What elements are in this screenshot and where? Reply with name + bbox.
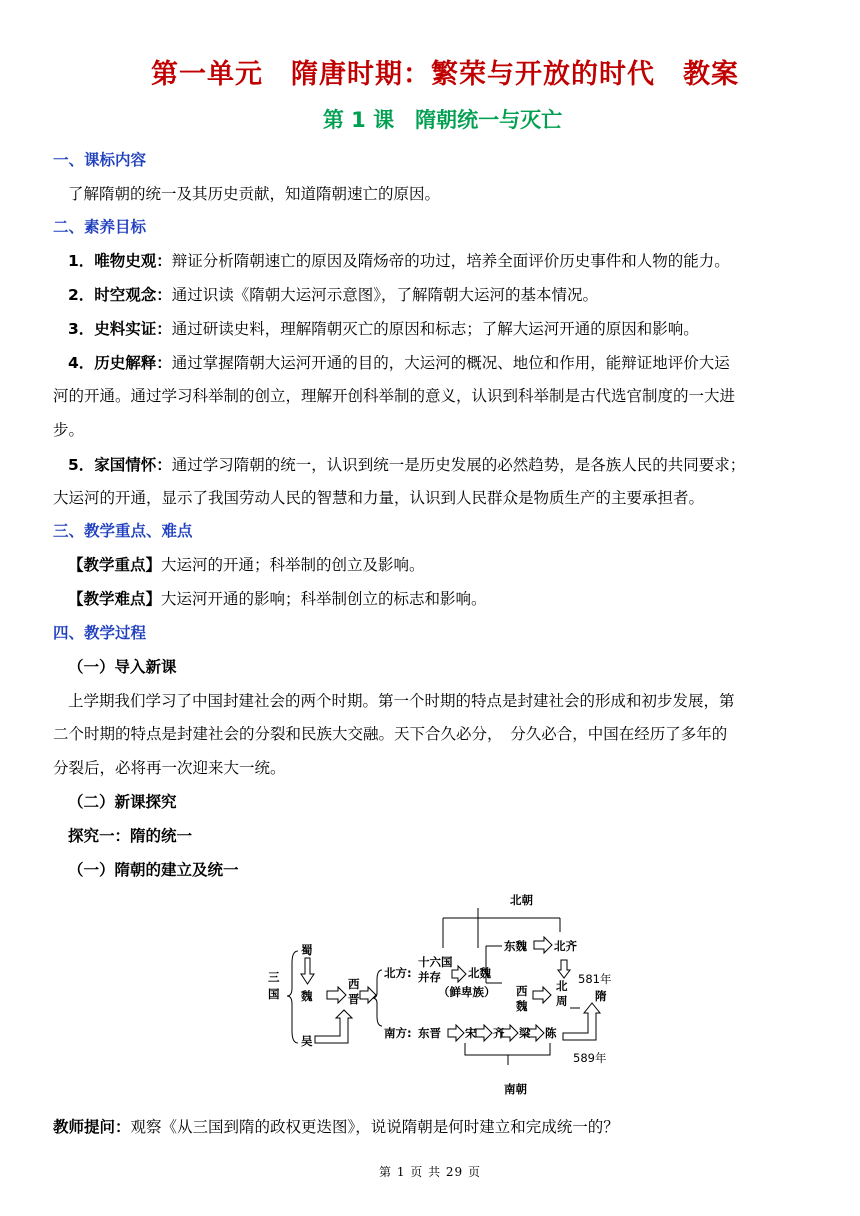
label-three-kingdoms-1: 三: [268, 970, 280, 984]
label-year-581: 581年: [578, 972, 612, 986]
arrow-down: [301, 958, 314, 984]
label-eastern-jin: 东晋: [418, 1026, 441, 1040]
difficult-point: [68, 589, 828, 609]
dynasty-succession-diagram: [260, 888, 620, 1098]
section-heading-standards: 一、课标内容: [53, 151, 147, 169]
label-three-kingdoms-2: 国: [268, 987, 280, 1001]
goal-text: 辩证分析隋朝速亡的原因及隋炀帝的功过，培养全面评价历史事件和人物的能力。: [171, 252, 730, 270]
goal-text: 通过学习隋朝的统一，认识到统一是历史发展的必然趋势，是各族人民的共同要求；: [171, 456, 746, 474]
goal-item-5: [68, 455, 828, 475]
page-footer: 第 1 页 共 29 页: [379, 1165, 481, 1179]
arrow-right: [327, 987, 346, 1003]
intro-paragraph-line2: 二个时期的特点是封建社会的分裂和民族大交融。天下合久必分， 分久必合，中国在经历了多年的: [53, 725, 728, 743]
label-sui: 隋: [595, 989, 607, 1003]
teacher-question: [53, 1117, 813, 1137]
goal-item-4-cont1: 河的开通。通过学习科举制的创立，理解开创科举制的意义，认识到科举制是古代选官制度的一大进: [53, 387, 736, 405]
goal-label: 4．历史解释：: [68, 354, 172, 372]
section-heading-goals: 二、素养目标: [53, 218, 147, 236]
explore-heading: 探究一：隋的统一: [68, 827, 193, 845]
teacher-question-text: 观察《从三国到隋的政权更迭图》，说说隋朝是何时建立和完成统一的？: [130, 1118, 619, 1136]
goal-item-1: [68, 251, 828, 271]
arrow-right: [448, 1025, 464, 1041]
label-xianbei: （鲜卑族）: [438, 985, 496, 999]
key-point-label: 【教学重点】: [68, 556, 162, 574]
label-northern-zhou-2: 周: [556, 994, 568, 1008]
arrow-right: [360, 987, 376, 1003]
part-explore-heading: （二）新课探究: [68, 793, 177, 811]
label-northern-qi: 北齐: [554, 939, 577, 953]
standards-text: 了解隋朝的统一及其历史贡献，知道隋朝速亡的原因。: [68, 185, 441, 203]
label-wei: 魏: [301, 989, 313, 1003]
label-western-wei-2: 魏: [516, 999, 528, 1013]
part-intro-heading: （一）导入新课: [68, 658, 177, 676]
goal-text: 通过掌握隋朝大运河开通的目的，大运河的概况、地位和作用，能辩证地评价大运: [171, 354, 730, 372]
label-song: 宋: [465, 1026, 477, 1040]
label-south-dynasties: 南朝: [504, 1082, 527, 1096]
goal-item-4: [68, 353, 828, 373]
goal-label: 5．家国情怀：: [68, 456, 172, 474]
label-qi: 齐: [493, 1026, 505, 1040]
key-point: [68, 555, 828, 575]
goal-label: 1．唯物史观：: [68, 252, 172, 270]
label-coexist: 并存: [418, 970, 441, 984]
label-western-jin-2: 晋: [348, 992, 360, 1006]
section-heading-keypoints: 三、教学重点、难点: [53, 522, 193, 540]
lesson-title: 第 1 课 隋朝统一与灭亡: [322, 108, 563, 132]
label-northern-wei: 北魏: [468, 966, 491, 980]
label-liang: 梁: [519, 1026, 531, 1040]
label-south: 南方:: [384, 1026, 412, 1040]
label-eastern-wei: 东魏: [504, 939, 527, 953]
difficult-point-text: 大运河开通的影响；科举制创立的标志和影响。: [161, 590, 487, 608]
goal-item-4-cont2: 步。: [53, 421, 85, 439]
label-year-589: 589年: [573, 1051, 607, 1065]
arrow-up: [563, 1003, 600, 1040]
goal-label: 2．时空观念：: [68, 286, 172, 304]
goal-text: 通过识读《隋朝大运河示意图》，了解隋朝大运河的基本情况。: [171, 286, 599, 304]
intro-paragraph-line3: 分裂后，必将再一次迎来大一统。: [53, 759, 286, 777]
label-north: 北方:: [384, 966, 412, 980]
label-western-wei-1: 西: [516, 984, 528, 998]
goal-text: 通过研读史料，理解隋朝灭亡的原因和标志；了解大运河开通的原因和影响。: [171, 320, 699, 338]
arrow-right: [534, 937, 552, 953]
goal-item-3: [68, 319, 828, 339]
label-northern-zhou-1: 北: [556, 979, 568, 993]
arrow-right: [533, 987, 551, 1003]
label-chen: 陈: [545, 1026, 557, 1040]
key-point-text: 大运河的开通；科举制的创立及影响。: [161, 556, 425, 574]
label-sixteen-kingdoms: 十六国: [418, 955, 453, 969]
arrow-right: [476, 1025, 492, 1041]
goal-label: 3．史料实证：: [68, 320, 172, 338]
label-shu: 蜀: [301, 943, 313, 957]
arrow-down: [558, 960, 570, 978]
label-wu: 吴: [301, 1034, 313, 1048]
goal-item-2: [68, 285, 828, 305]
label-western-jin-1: 西: [348, 977, 360, 991]
arrow-right: [452, 966, 466, 982]
label-north-dynasties: 北朝: [510, 893, 533, 907]
teacher-question-label: 教师提问：: [53, 1118, 131, 1136]
section-heading-process: 四、教学过程: [53, 624, 147, 642]
arrow-up: [315, 1010, 352, 1043]
sub-heading: （一）隋朝的建立及统一: [68, 861, 239, 879]
document-title: 第一单元 隋唐时期：繁荣与开放的时代 教案: [151, 59, 739, 90]
goal-item-5-cont1: 大运河的开通，显示了我国劳动人民的智慧和力量，认识到人民群众是物质生产的主要承担者。: [53, 489, 705, 507]
difficult-point-label: 【教学难点】: [68, 590, 162, 608]
intro-paragraph-line1: 上学期我们学习了中国封建社会的两个时期。第一个时期的特点是封建社会的形成和初步发展，第: [68, 692, 735, 710]
